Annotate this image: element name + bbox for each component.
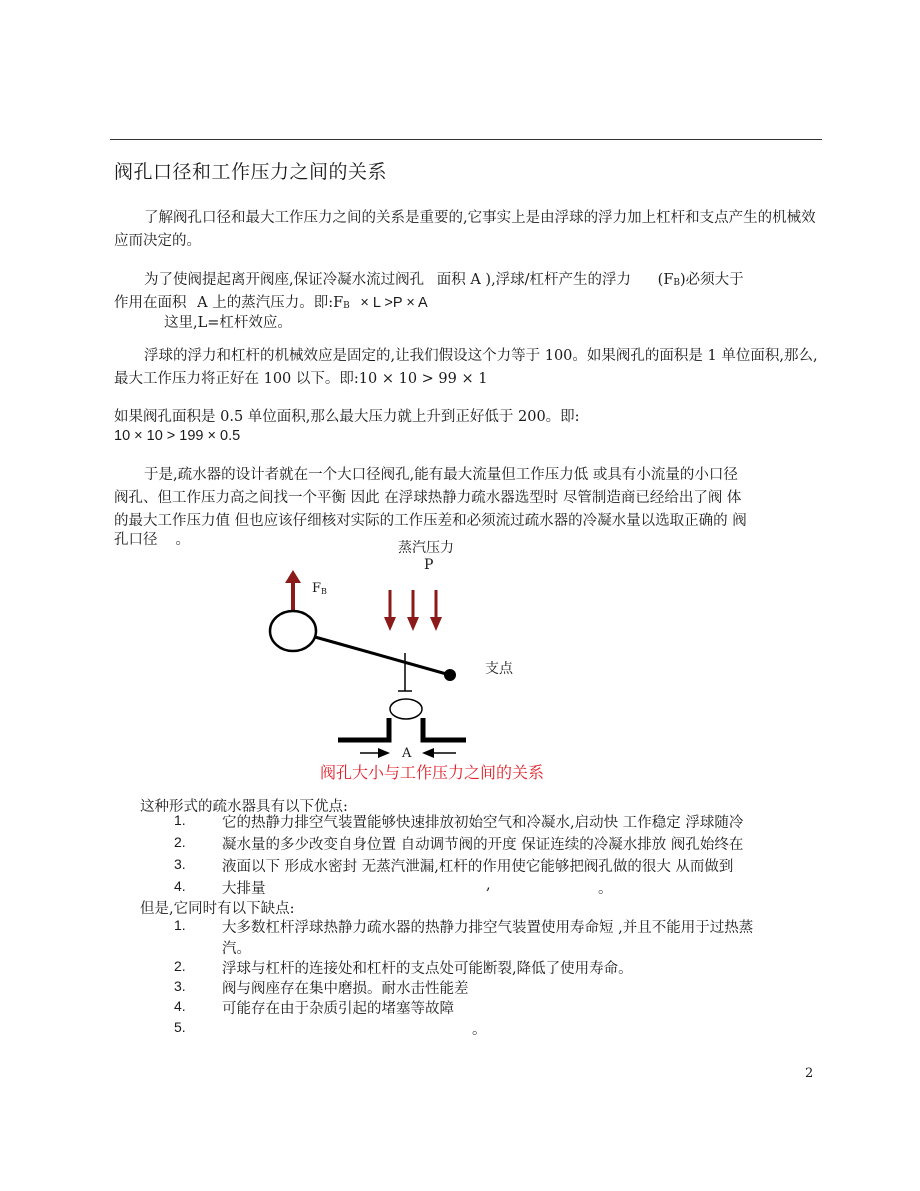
float-lever-diagram (260, 535, 600, 790)
list-number: 4. (174, 998, 186, 1014)
pivot-label: 支点 (485, 661, 513, 677)
list-number: 4. (174, 878, 186, 894)
orifice-arrow-right (422, 748, 456, 758)
paragraph-fixed-force: 浮球的浮力和杠杆的机械效应是固定的,让我们假设这个力等于 100。如果阀孔的面积是 1 单位面积,那么,最大工作压力将正好在 100 以下。即:10 × 10 > 99 × 1 (114, 348, 818, 387)
list-number: 5. (174, 1019, 186, 1035)
header-rule (110, 139, 822, 140)
fb-label: FB (312, 581, 327, 596)
advantage-item: 凝水量的多少改变自身位置 自动调节阀的开度 保证连续的冷凝水排放 阀孔始终在 (222, 837, 744, 853)
advantage-item: 液面以下 形成水密封 无蒸汽泄漏,杠杆的作用使它能够把阀孔做的很大 从而做到 (222, 859, 734, 875)
p5-line2: 阀孔、但工作压力高之间找一个平衡 因此 在浮球热静力疏水器选型时 尽管制造商已经给出了阀 体 (114, 490, 742, 506)
list-number: 3. (174, 856, 186, 872)
disadvantage-item: 大多数杠杆浮球热静力疏水器的热静力排空气装置使用寿命短 ,并且不能用于过热蒸 (222, 920, 754, 936)
advantages-heading: 这种形式的疏水器具有以下优点: (140, 799, 348, 815)
disadvantage-item: 浮球与杠杆的连接处和杠杆的支点处可能断裂,降低了使用寿命。 (222, 961, 633, 977)
diagram-caption: 阀孔大小与工作压力之间的关系 (320, 763, 545, 782)
p4-formula: 10 × 10 > 199 × 0.5 (114, 428, 241, 444)
valve-head (390, 699, 422, 719)
disadvantage-item-cont: 汽。 (222, 941, 251, 957)
list-number: 1. (174, 917, 186, 933)
disadvantage-item: 阀与阀座存在集中磨损。耐水击性能差 (222, 981, 469, 997)
p5-line3: 的最大工作压力值 但也应该仔细核对实际的工作压差和必须流过疏水器的冷凝水量以选取正确的 阀 (114, 513, 747, 529)
valve-seat-left (338, 718, 389, 740)
advantage-item-tail: , (486, 877, 491, 893)
float-ball (270, 611, 316, 651)
p5-line4: 孔口径 。 (114, 532, 190, 548)
p2-line2: 作用在面积 A 上的蒸汽压力。即:FB × L >P × A (114, 295, 428, 311)
disadvantages-heading: 但是,它同时有以下缺点: (140, 901, 295, 917)
advantage-item-tail: 。 (598, 881, 613, 897)
section-title: 阀孔口径和工作压力之间的关系 (114, 161, 388, 183)
p2-line3: 这里,L=杠杆效应。 (164, 315, 292, 331)
pressure-p-label: P (424, 557, 434, 573)
p5-line1: 于是,疏水器的设计者就在一个大口径阀孔,能有最大流量但工作压力低 或具有小流量的小口径 (144, 467, 738, 483)
p4-line1: 如果阀孔面积是 0.5 单位面积,那么最大压力就上升到正好低于 200。即: (114, 409, 580, 425)
steam-pressure-arrow (384, 590, 396, 631)
list-number: 2. (174, 834, 186, 850)
advantage-item: 大排量 (222, 881, 266, 897)
pivot-point (444, 669, 456, 681)
list-number: 3. (174, 978, 186, 994)
lever-arm (315, 637, 450, 675)
orifice-area-label: A (402, 746, 412, 761)
paragraph-intro: 了解阀孔口径和最大工作压力之间的关系是重要的,它事实上是由浮球的浮力加上杠杆和支点产生的机械效应而决定的。 (114, 210, 816, 249)
steam-pressure-arrow (407, 590, 419, 631)
valve-seat-right (423, 718, 466, 740)
disadvantage-item: 可能存在由于杂质引起的堵塞等故障 (222, 1001, 454, 1017)
disadvantage-item-tail: 。 (472, 1022, 487, 1038)
page-number: 2 (805, 1066, 814, 1081)
steam-pressure-label: 蒸汽压力 (398, 540, 454, 556)
list-number: 2. (174, 958, 186, 974)
orifice-arrow-left (360, 748, 390, 758)
list-number: 1. (174, 812, 186, 828)
steam-pressure-arrow (430, 590, 442, 631)
advantage-item: 它的热静力排空气装置能够快速排放初始空气和冷凝水,启动快 工作稳定 浮球随冷 (222, 815, 744, 831)
p2-line1: 为了使阀提起离开阀座,保证冷凝水流过阀孔 面积 A ),浮球/杠杆产生的浮力 (FB)必须大于 (144, 272, 744, 288)
buoyancy-arrow (285, 570, 301, 612)
